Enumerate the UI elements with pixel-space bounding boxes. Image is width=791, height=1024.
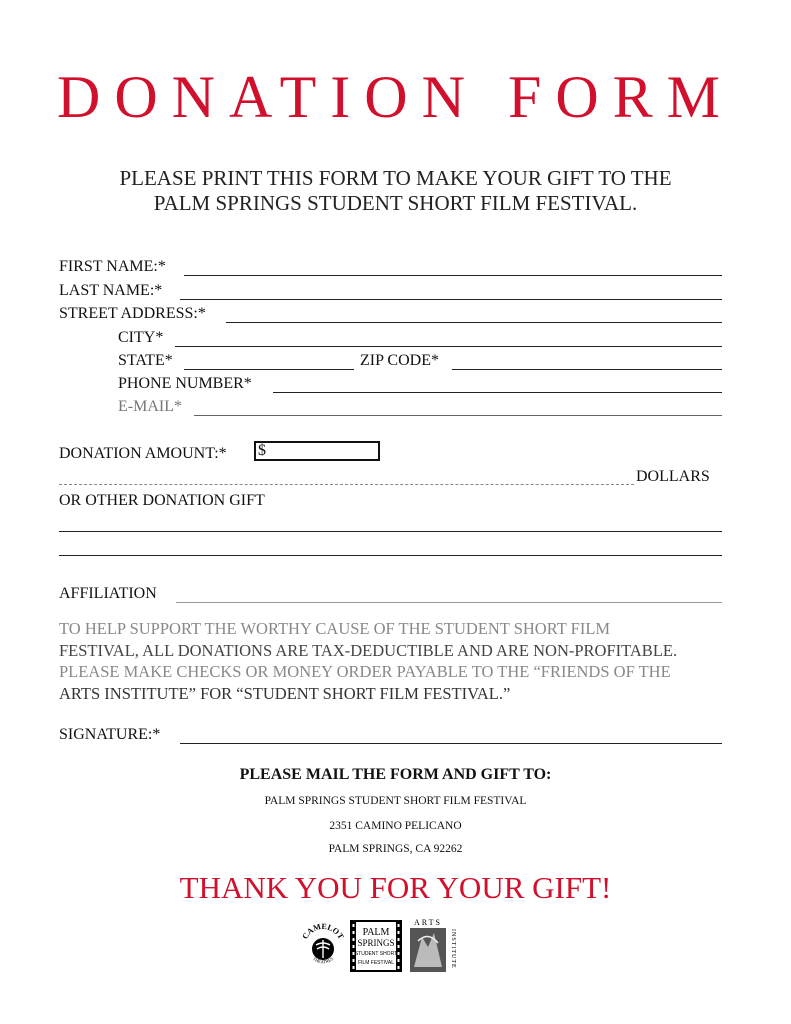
first-name-label: FIRST NAME:*: [59, 258, 166, 275]
first-name-line[interactable]: [184, 275, 722, 276]
zip-code-line[interactable]: [452, 369, 722, 370]
camelot-text: CAMELOT: [300, 921, 346, 941]
subtitle-line-1: PLEASE PRINT THIS FORM TO MAKE YOUR GIFT TO THE: [119, 166, 672, 190]
notice-line-2: FESTIVAL, ALL DONATIONS ARE TAX-DEDUCTIBLE AND ARE NON-PROFITABLE.: [59, 640, 678, 660]
camelot-theatres-logo: [300, 921, 346, 973]
other-gift-label: OR OTHER DONATION GIFT: [59, 492, 265, 509]
street-address-line[interactable]: [226, 322, 722, 323]
institute-text: INSTITUTE: [450, 929, 456, 969]
signature-label: SIGNATURE:*: [59, 726, 161, 743]
affiliation-label: AFFILIATION: [59, 585, 157, 602]
donation-amount-label: [59, 445, 227, 463]
psf-palm-text: PALM: [362, 927, 390, 938]
state-line[interactable]: [184, 369, 354, 370]
notice-line-1: TO HELP SUPPORT THE WORTHY CAUSE OF THE STUDENT SHORT FILM: [59, 619, 611, 638]
page-title: DONATION FORM: [56, 64, 735, 130]
donation-amount-line[interactable]: [59, 484, 634, 485]
palm-springs-festival-logo: [350, 920, 402, 972]
state-label: STATE*: [118, 352, 173, 369]
last-name-label: LAST NAME:*: [59, 282, 163, 299]
donation-amount-text: DONATION AMOUNT:*: [59, 445, 227, 462]
signature-line[interactable]: [180, 743, 722, 744]
subtitle-line-2: PALM SPRINGS STUDENT SHORT FILM FESTIVAL.: [153, 191, 638, 215]
street-address-label: STREET ADDRESS:*: [59, 305, 206, 322]
donation-amount-box[interactable]: [254, 441, 380, 461]
zip-code-label: ZIP CODE*: [360, 352, 439, 369]
city-label: CITY*: [118, 329, 164, 346]
notice-line-3: PLEASE MAKE CHECKS OR MONEY ORDER PAYABLE TO THE “FRIENDS OF THE: [59, 662, 671, 681]
other-gift-line-1[interactable]: [59, 531, 722, 532]
mailing-heading: PLEASE MAIL THE FORM AND GIFT TO:: [239, 766, 552, 783]
thank-you-message: THANK YOU FOR YOUR GIFT!: [179, 870, 612, 905]
notice-line-4: ARTS INSTITUTE” FOR “STUDENT SHORT FILM FESTIVAL.”: [59, 683, 511, 703]
psf-student-short-text: STUDENT SHORT: [354, 951, 398, 957]
affiliation-line[interactable]: [176, 602, 722, 603]
phone-line[interactable]: [273, 392, 722, 393]
mailing-line-3: PALM SPRINGS, CA 92262: [328, 843, 463, 855]
psf-springs-text: SPRINGS: [357, 938, 395, 948]
tax-notice: [59, 618, 759, 704]
mailing-line-1: PALM SPRINGS STUDENT SHORT FILM FESTIVAL: [264, 795, 527, 807]
page-subtitle: [0, 166, 791, 216]
theatres-text: THEATRES: [311, 956, 335, 965]
mailing-line-2: 2351 CAMINO PELICANO: [329, 820, 462, 832]
email-label: E-MAIL*: [118, 398, 182, 415]
arts-institute-logo: [408, 917, 460, 975]
arts-text: ARTS: [414, 918, 442, 927]
phone-label: PHONE NUMBER*: [118, 375, 252, 392]
psf-film-festival-text: FILM FESTIVAL: [357, 960, 395, 966]
city-line[interactable]: [175, 346, 722, 347]
last-name-line[interactable]: [180, 299, 722, 300]
email-line[interactable]: [194, 415, 722, 416]
currency-symbol: $: [258, 442, 266, 459]
other-gift-line-2[interactable]: [59, 555, 722, 556]
dollars-label: DOLLARS: [636, 468, 710, 485]
